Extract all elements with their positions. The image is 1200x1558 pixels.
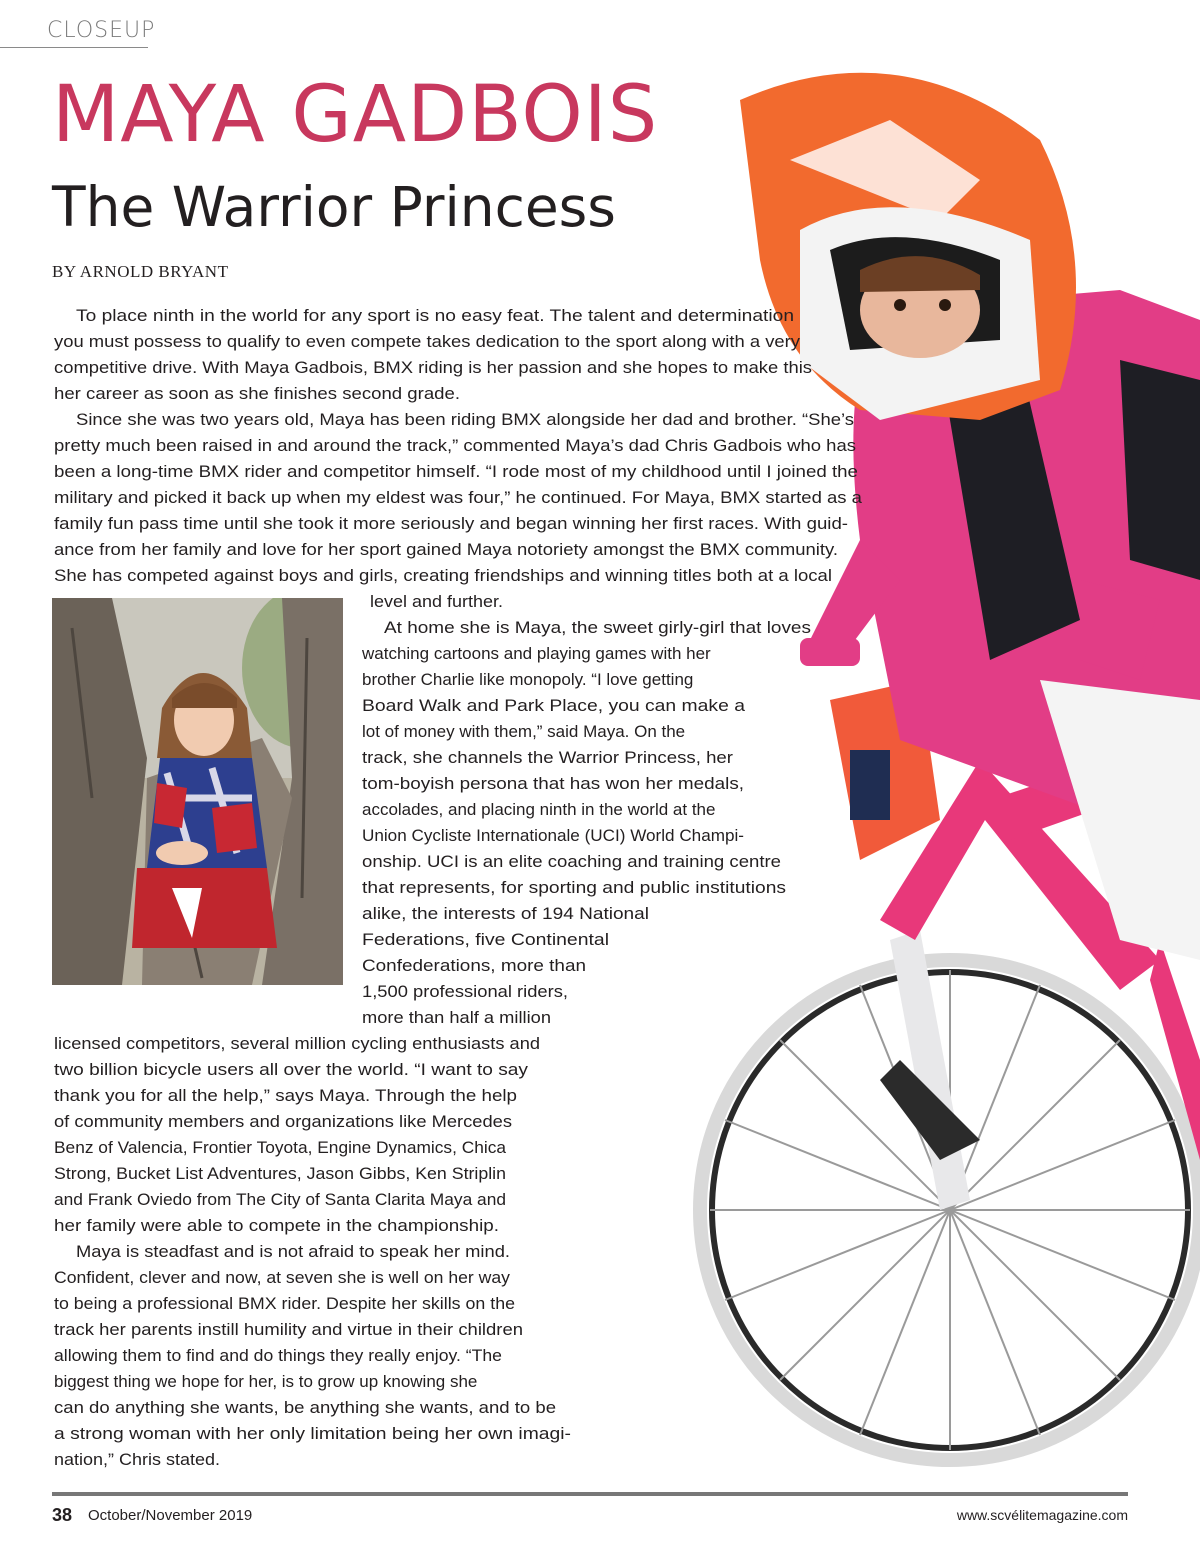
body-line: track, she channels the Warrior Princess, her xyxy=(362,748,733,767)
body-line: and Frank Oviedo from The City of Santa Clarita Maya and xyxy=(54,1190,507,1209)
body-line: family fun pass time until she took it more seriously and began winning her first races. With guid- xyxy=(54,514,849,533)
body-line: brother Charlie like monopoly. “I love getting xyxy=(362,670,694,689)
byline: BY ARNOLD BRYANT xyxy=(52,262,229,281)
body-line: thank you for all the help,” says Maya. Through the help xyxy=(54,1086,517,1105)
body-line: nation,” Chris stated. xyxy=(54,1450,221,1469)
body-line: alike, the interests of 194 National xyxy=(362,904,649,923)
website: www.scvélitemagazine.com xyxy=(956,1507,1128,1523)
body-line: been a long-time BMX rider and competitor himself. “I rode most of my childhood until I joined the xyxy=(54,462,858,481)
body-line: At home she is Maya, the sweet girly-girl that loves xyxy=(384,618,811,637)
body-line: Confederations, more than xyxy=(362,956,587,975)
body-line: to being a professional BMX rider. Despite her skills on the xyxy=(54,1294,515,1313)
body-line: military and picked it back up when my eldest was four,” he continued. For Maya, BMX started as a xyxy=(54,488,862,507)
body-line: accolades, and placing ninth in the world at the xyxy=(362,800,716,819)
body-line: Federations, five Continental xyxy=(362,930,610,949)
body-line: more than half a million xyxy=(362,1008,552,1027)
body-line: two billion bicycle users all over the world. “I want to say xyxy=(54,1060,528,1079)
footer-rule xyxy=(52,1492,1128,1496)
body-line: tom-boyish persona that has won her medals, xyxy=(362,774,745,793)
subhead: The Warrior Princess xyxy=(52,175,616,239)
body-line: can do anything she wants, be anything she wants, and to be xyxy=(54,1398,557,1417)
body-line: licensed competitors, several million cycling enthusiasts and xyxy=(54,1034,541,1053)
inset-photo xyxy=(52,598,343,985)
body-line: watching cartoons and playing games with her xyxy=(362,644,711,663)
body-line: Confident, clever and now, at seven she is well on her way xyxy=(54,1268,510,1287)
body-line: Strong, Bucket List Adventures, Jason Gibbs, Ken Striplin xyxy=(54,1164,507,1183)
body-line: onship. UCI is an elite coaching and training centre xyxy=(362,852,782,871)
body-line: a strong woman with her only limitation being her own imagi- xyxy=(54,1424,571,1443)
section-rule xyxy=(0,47,148,48)
body-line: her career as soon as she finishes second grade. xyxy=(54,384,461,403)
body-line: Board Walk and Park Place, you can make a xyxy=(362,696,745,715)
body-line: that represents, for sporting and public institutions xyxy=(362,878,787,897)
body-line: biggest thing we hope for her, is to grow up knowing she xyxy=(54,1372,478,1391)
body-line: allowing them to find and do things they really enjoy. “The xyxy=(54,1346,502,1365)
headline: MAYA GADBOIS xyxy=(52,70,659,160)
body-line: of community members and organizations like Mercedes xyxy=(54,1112,513,1131)
body-line: lot of money with them,” said Maya. On the xyxy=(362,722,686,741)
body-line: Union Cycliste Internationale (UCI) World Champi- xyxy=(362,826,745,845)
body-line: track her parents instill humility and virtue in their children xyxy=(54,1320,523,1339)
body-line: Maya is steadfast and is not afraid to speak her mind. xyxy=(76,1242,510,1261)
body-line: She has competed against boys and girls, creating friendships and winning titles both at a local xyxy=(54,566,833,585)
page-number: 38 xyxy=(52,1505,73,1525)
body-line: Benz of Valencia, Frontier Toyota, Engine Dynamics, Chica xyxy=(54,1138,506,1157)
body-line: To place ninth in the world for any sport is no easy feat. The talent and determination xyxy=(76,306,795,325)
body-line: her family were able to compete in the championship. xyxy=(54,1216,499,1235)
body-line: ance from her family and love for her sport gained Maya notoriety amongst the BMX community. xyxy=(54,540,838,559)
body-line: level and further. xyxy=(370,592,503,611)
issue-date: October/November 2019 xyxy=(88,1507,253,1524)
body-line: 1,500 professional riders, xyxy=(362,982,569,1001)
body-line: you must possess to qualify to even compete takes dedication to the sport along with a very xyxy=(54,332,800,351)
section-label: CLOSEUP xyxy=(47,18,156,43)
body-line: competitive drive. With Maya Gadbois, BMX riding is her passion and she hopes to make this xyxy=(54,358,813,377)
body-line: pretty much been raised in and around the track,” commented Maya’s dad Chris Gadbois who has xyxy=(54,436,857,455)
body-line: Since she was two years old, Maya has been riding BMX alongside her dad and brother. “She’s xyxy=(76,410,855,429)
